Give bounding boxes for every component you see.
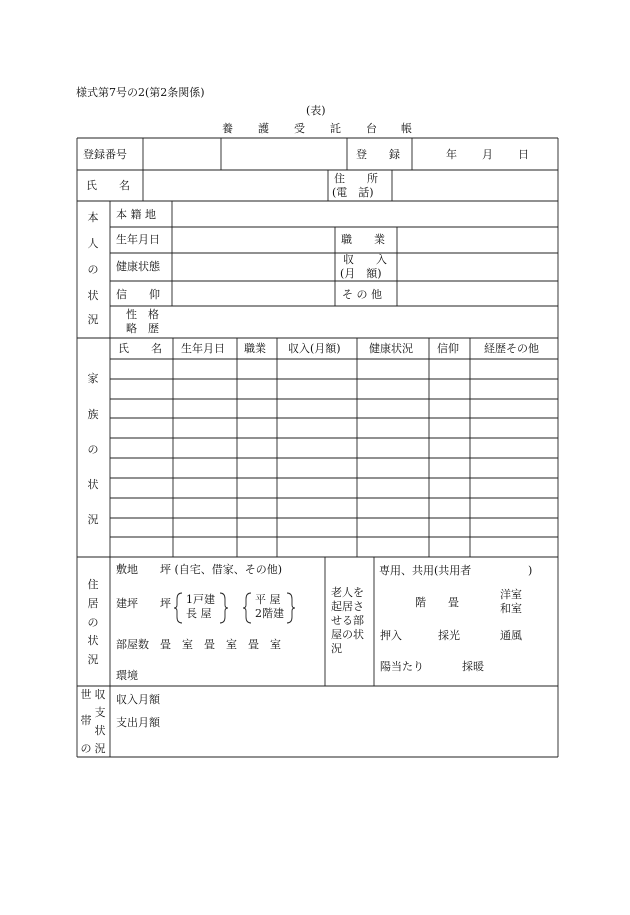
monthly-expense-label: 支出月額	[116, 716, 160, 729]
use-label: 専用、共用(共用者	[379, 564, 472, 577]
ventilation-label: 通風	[500, 629, 522, 642]
col-occupation: 職業	[244, 342, 266, 355]
birthdate-label: 生年月日	[116, 233, 160, 246]
rooms-label: 部屋数 畳 室 畳 室 畳 室	[116, 638, 281, 651]
health-label: 健康状態	[116, 260, 160, 273]
date-month: 月	[482, 148, 493, 161]
col-income: 収入(月額)	[288, 342, 341, 355]
date-day: 日	[518, 148, 529, 161]
personality-label: 性 格	[126, 308, 159, 321]
phone-label: (電 話)	[332, 186, 374, 199]
income-monthly-label: (月 額)	[340, 267, 382, 280]
heating-label: 採暖	[462, 660, 484, 673]
col-health: 健康状況	[369, 342, 413, 355]
date-year: 年	[446, 148, 457, 161]
western-room-label: 洋室	[500, 588, 522, 601]
closet-label: 押入	[380, 629, 402, 642]
col-name: 氏 名	[118, 342, 162, 355]
environment-label: 環境	[116, 669, 138, 682]
name-label: 氏 名	[86, 179, 130, 192]
japanese-room-label: 和室	[500, 602, 522, 615]
sunlight-label: 陽当たり	[380, 660, 424, 673]
side-label: (表)	[306, 104, 326, 117]
lighting-label: 採光	[438, 629, 460, 642]
col-birthdate: 生年月日	[181, 342, 225, 355]
floor-tatami-label: 階 畳	[415, 596, 459, 609]
type-two-story: 2階建	[255, 607, 284, 620]
reg-no-label: 登録番号	[83, 148, 127, 161]
form-number: 様式第7号の2(第2条関係)	[76, 86, 205, 99]
domicile-label: 本 籍 地	[116, 208, 156, 221]
religion-label: 信 仰	[116, 288, 160, 301]
use-close-paren: )	[528, 564, 533, 577]
income-label: 収 入	[343, 253, 387, 266]
site-label: 敷地 坪 (自宅、借家、その他)	[116, 563, 283, 576]
registration-label: 登 録	[356, 148, 400, 161]
type-detached: 1戸建	[186, 593, 215, 606]
address-label: 住 所	[334, 172, 378, 185]
col-religion: 信仰	[437, 342, 459, 355]
monthly-income-label: 収入月額	[116, 693, 160, 706]
occupation-label: 職 業	[341, 233, 385, 246]
type-row-house: 長 屋	[186, 607, 212, 620]
col-history: 経歴その他	[484, 342, 539, 355]
floor-area-label: 建坪 坪	[116, 597, 171, 610]
type-one-story: 平 屋	[255, 593, 281, 606]
history-label: 略 歴	[126, 322, 159, 335]
other-label: そ の 他	[342, 288, 382, 301]
